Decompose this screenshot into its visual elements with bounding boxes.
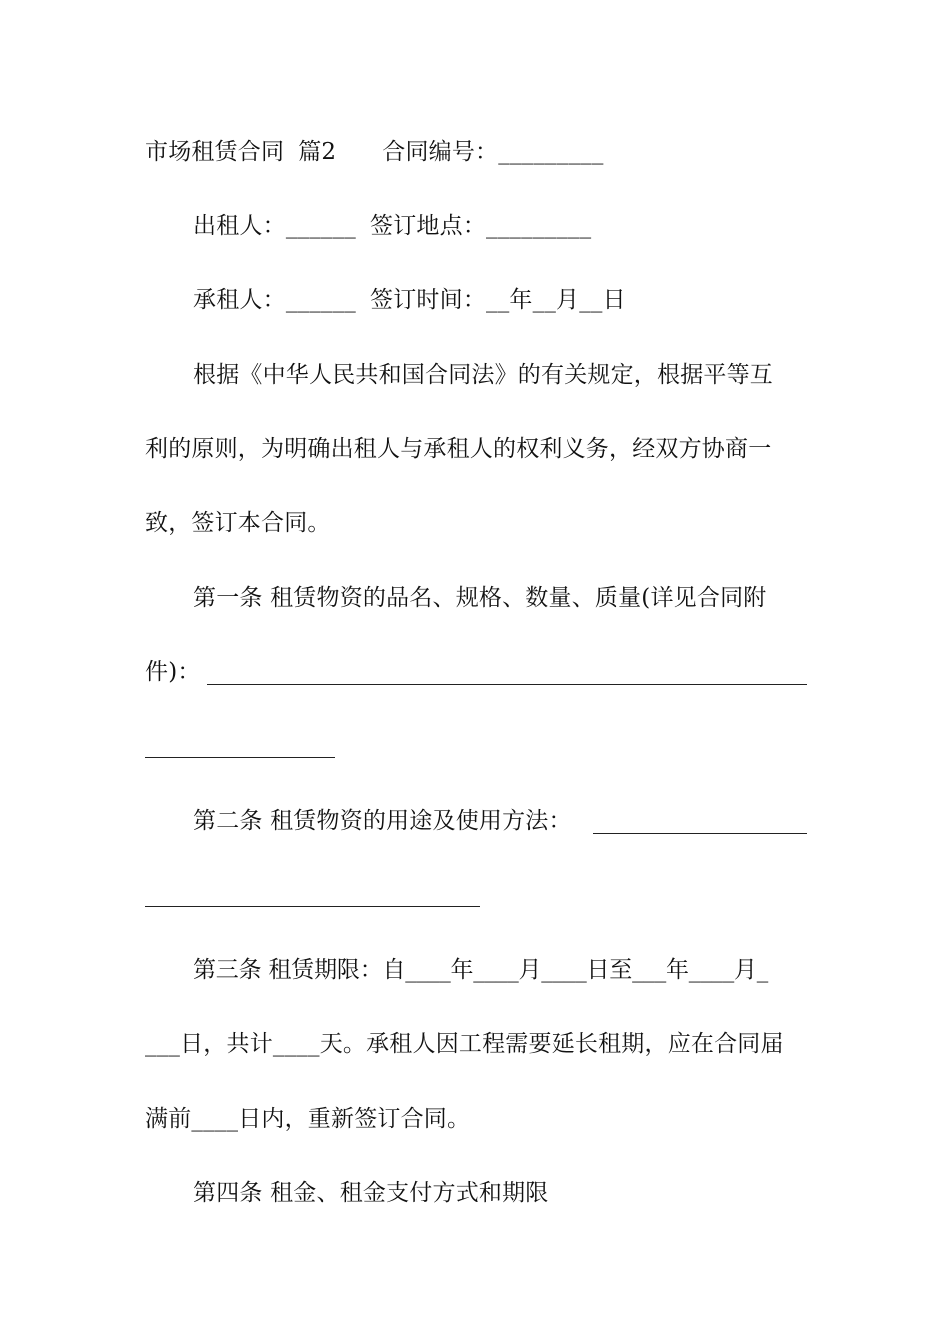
lessee-line [193, 285, 807, 315]
article-1-blank-rule-1 [207, 684, 807, 685]
contract-number-blank: _________ [498, 139, 604, 165]
lessor-blank: ______ [285, 213, 357, 239]
contract-part: 篇2 [298, 139, 337, 165]
article-3-line-2: ___日，共计____天。承租人因工程需要延长租期，应在合同届 [145, 1031, 784, 1057]
intro-line-3: 致，签订本合同。 [145, 510, 331, 536]
contract-number-label: 合同编号： [382, 139, 499, 165]
article-1-blank-rule-2 [145, 757, 335, 758]
signing-time-label: 签订时间： [370, 287, 487, 313]
article-2-blank-rule-1 [593, 833, 807, 834]
article-3-line-3: 满前____日内，重新签订合同。 [145, 1106, 471, 1132]
signing-time-value: __年__月__日 [486, 287, 626, 313]
lessee-blank: ______ [285, 287, 357, 313]
article-2-label: 第二条 租赁物资的用途及使用方法： [193, 808, 572, 834]
contract-title: 市场租赁合同 [145, 139, 285, 165]
article-1-line-1: 第一条 租赁物资的品名、规格、数量、质量(详见合同附 [193, 585, 767, 611]
article-4-line-1: 第四条 租金、租金支付方式和期限 [193, 1180, 549, 1206]
article-1-annex-label: 件)： [145, 659, 201, 685]
article-2-line-1 [193, 806, 807, 836]
signing-place-blank: _________ [486, 213, 592, 239]
lessor-line [193, 211, 807, 241]
lessor-label: 出租人： [193, 213, 286, 239]
title-line [145, 137, 807, 167]
signing-place-label: 签订地点： [370, 213, 487, 239]
intro-line-2: 利的原则，为明确出租人与承租人的权利义务，经双方协商一 [145, 436, 772, 462]
lessee-label: 承租人： [193, 287, 286, 313]
article-2-blank-rule-2 [145, 906, 480, 907]
article-3-line-1: 第三条 租赁期限：自____年____月____日至___年____月_ [193, 957, 769, 983]
article-1-line-2 [145, 657, 807, 687]
intro-line-1: 根据《中华人民共和国合同法》的有关规定，根据平等互 [193, 362, 773, 388]
